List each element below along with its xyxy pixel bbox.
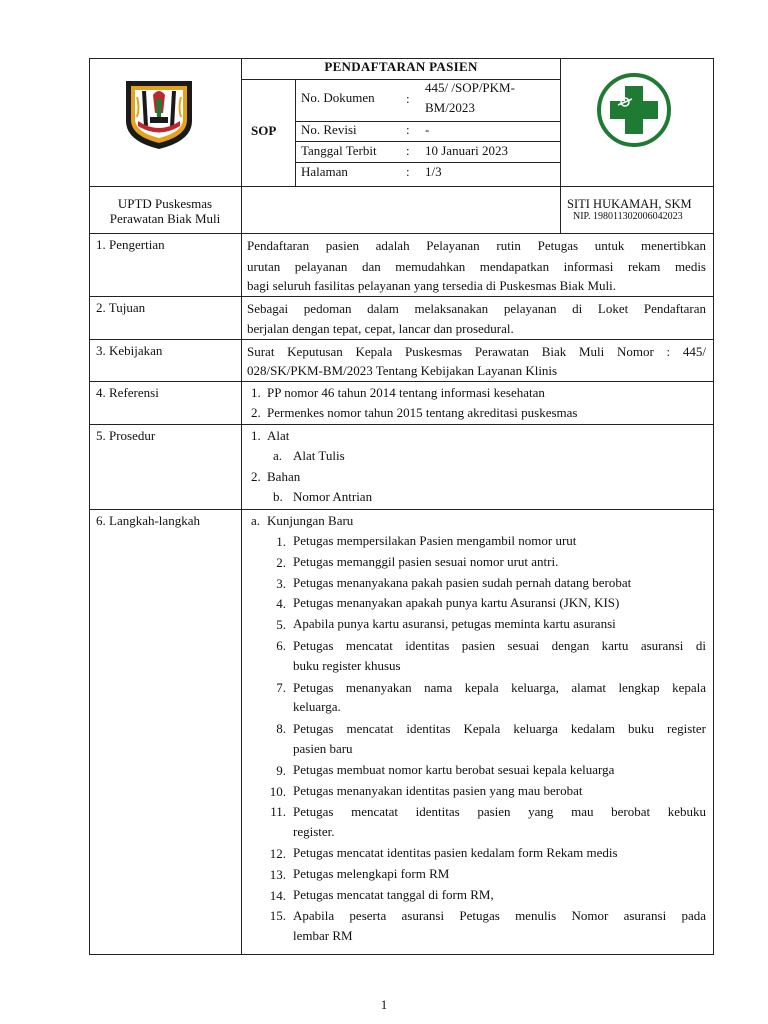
step-text: Petugas memanggil pasien sesuai nomor urut antri. — [293, 553, 559, 569]
value-halaman: 1/3 — [425, 164, 442, 179]
prosedur-num-a: a. — [273, 448, 283, 463]
section-label-tujuan: 2. Tujuan — [96, 300, 146, 315]
institution-name-line1: UPTD Puskesmas — [117, 196, 213, 211]
step-text: Petugas mencatat tanggal di form RM, — [293, 886, 494, 902]
table-border-left — [89, 58, 90, 955]
prosedur-item-nomor-antrian: Nomor Antrian — [293, 489, 373, 504]
step-text: register. — [293, 824, 335, 840]
kebijakan-line-2: 028/SK/PKM-BM/2023 Tentang Kebijakan Layanan Klinis — [247, 363, 558, 378]
step-text: Petugas menanyakana pakah pasien sudah pernah datang berobat — [293, 574, 632, 590]
label-halaman: Halaman — [301, 164, 348, 179]
table-border-right — [713, 58, 714, 955]
step-text: Petugas melengkapi form RM — [293, 865, 450, 881]
step-text: Petugas mencatat identitas pasien yang mau berobat kebuku — [293, 804, 706, 820]
header-bottom-line — [89, 186, 714, 187]
label-no-revisi: No. Revisi — [301, 122, 357, 137]
tujuan-line-2: berjalan dengan tepat, cepat, lancar dan prosedural. — [247, 321, 514, 336]
signer-name: SITI HUKAMAH, SKM — [567, 197, 692, 211]
step-text: Petugas menanyakan apakah punya kartu Asuransi (JKN, KIS) — [293, 595, 620, 611]
separator-no-dokumen: : — [406, 91, 410, 106]
step-number: 1. — [276, 534, 286, 549]
step-number: 12. — [269, 846, 286, 861]
step-text: buku register khusus — [293, 657, 401, 673]
table-divider-sop — [295, 79, 296, 186]
table-border-bottom — [89, 954, 714, 955]
tujuan-line-1: Sebagai pedoman dalam melaksanakan pelayanan di Loket Pendaftaran — [247, 301, 706, 316]
step-text: Apabila punya kartu asuransi, petugas meminta kartu asuransi — [293, 616, 616, 632]
step-text: Petugas mencatat identitas pasien sesuai dengan kartu asuransi di — [293, 638, 706, 653]
separator-halaman: : — [406, 164, 410, 179]
section-line-3 — [89, 381, 714, 382]
step-number: 2. — [276, 554, 286, 570]
value-no-dokumen-line1: 445/ /SOP/PKM- — [425, 80, 515, 95]
page-number: 1 — [380, 997, 388, 1012]
prosedur-item-alat: Alat — [267, 428, 290, 443]
prosedur-num-b: b. — [273, 489, 283, 504]
step-text: pasien baru — [293, 741, 353, 756]
step-text: keluarga. — [293, 699, 341, 715]
section-line-5 — [89, 509, 714, 510]
section-label-langkah: 6. Langkah-langkah — [96, 513, 200, 528]
institution-name-line2: Perawatan Biak Muli — [109, 211, 221, 226]
kebijakan-line-1: Surat Keputusan Kepala Puskesmas Perawatan Biak Muli Nomor : 445/ — [247, 344, 706, 359]
step-number: 3. — [276, 575, 286, 591]
step-number: 11. — [270, 804, 286, 820]
step-number: 7. — [276, 679, 286, 695]
pengertian-line-1: Pendaftaran pasien adalah Pelayanan rutin Petugas untuk menertibkan — [247, 238, 706, 253]
referensi-item-1: PP nomor 46 tahun 2014 tentang informasi kesehatan — [267, 385, 545, 400]
regency-emblem-logo — [120, 77, 198, 151]
step-text: Petugas menanyakan nama kepala keluarga, alamat lengkap kepala — [293, 679, 706, 695]
step-number: 13. — [269, 866, 286, 882]
document-title: PENDAFTARAN PASIEN — [324, 59, 478, 74]
step-number: 9. — [276, 762, 286, 778]
section-label-referensi: 4. Referensi — [96, 385, 159, 400]
puskesmas-logo — [596, 72, 672, 148]
referensi-num-2: 2. — [251, 405, 261, 420]
referensi-num-1: 1. — [251, 385, 261, 400]
prosedur-item-alat-tulis: Alat Tulis — [293, 448, 345, 463]
value-tanggal-terbit: 10 Januari 2023 — [425, 143, 509, 158]
step-number: 10. — [269, 783, 286, 799]
sop-label: SOP — [251, 123, 277, 138]
langkah-sub-title: Kunjungan Baru — [267, 513, 354, 528]
table-divider-right-logo — [560, 58, 561, 233]
step-number: 8. — [276, 721, 286, 737]
section-line-1 — [89, 296, 714, 297]
langkah-sub-num: a. — [251, 513, 261, 528]
section-label-kebijakan: 3. Kebijakan — [96, 343, 163, 358]
section-label-pengertian: 1. Pengertian — [96, 237, 165, 252]
step-number: 15. — [269, 908, 286, 924]
value-no-dokumen-line2: BM/2023 — [425, 100, 475, 115]
separator-no-revisi: : — [406, 122, 410, 137]
header-signature-line — [89, 233, 714, 234]
step-text: Apabila peserta asuransi Petugas menulis Nomor asuransi pada — [293, 908, 706, 924]
section-line-4 — [89, 424, 714, 425]
step-number: 5. — [276, 617, 286, 633]
separator-tanggal-terbit: : — [406, 143, 410, 158]
section-line-2 — [89, 339, 714, 340]
pengertian-line-3: bagi seluruh fasilitas pelayanan yang tersedia di Puskesmas Biak Muli. — [247, 278, 616, 293]
step-number: 6. — [276, 638, 286, 653]
value-no-revisi: - — [425, 122, 430, 137]
step-text: Petugas mencatat identitas Kepala keluarga kedalam buku register — [293, 721, 706, 737]
section-label-prosedur: 5. Prosedur — [96, 428, 156, 443]
step-text: Petugas menanyakan identitas pasien yang mau berobat — [293, 782, 583, 798]
pengertian-line-2: urutan pelayanan dan memudahkan mendapatkan informasi rekam medis — [247, 259, 706, 274]
prosedur-num-1: 1. — [251, 428, 261, 443]
referensi-item-2: Permenkes nomor tahun 2015 tentang akreditasi puskesmas — [267, 405, 578, 420]
step-text: lembar RM — [293, 928, 353, 944]
step-text: Petugas mencatat identitas pasien kedalam form Rekam medis — [293, 845, 618, 860]
step-number: 14. — [269, 887, 286, 903]
signer-nip: NIP. 198011302006042023 — [573, 211, 683, 222]
label-tanggal-terbit: Tanggal Terbit — [301, 143, 377, 158]
step-text: Petugas membuat nomor kartu berobat sesuai kepala keluarga — [293, 761, 615, 777]
table-divider-label-column — [241, 58, 242, 955]
label-no-dokumen: No. Dokumen — [301, 90, 375, 105]
step-number: 4. — [276, 596, 286, 612]
step-text: Petugas mempersilakan Pasien mengambil nomor urut — [293, 533, 577, 548]
prosedur-num-2: 2. — [251, 469, 261, 484]
prosedur-item-bahan: Bahan — [267, 469, 301, 484]
